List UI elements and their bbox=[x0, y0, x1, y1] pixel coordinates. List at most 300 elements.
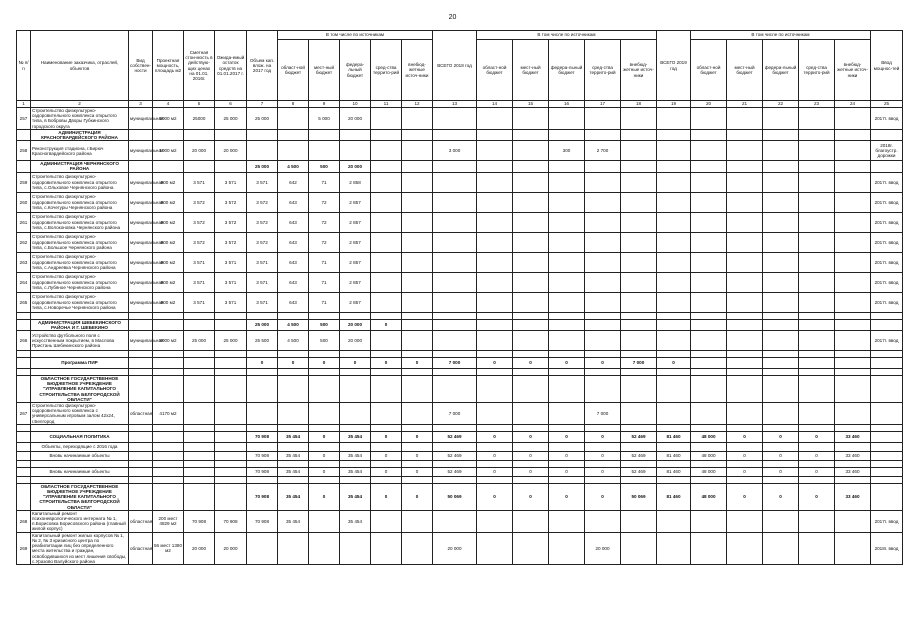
section-title: АДМИНИСТРАЦИЯ КРАСНОГВАРДЕЙСКОГО РАЙОНА bbox=[31, 129, 129, 140]
total-cell bbox=[691, 161, 727, 172]
table-cell: 643 bbox=[278, 232, 309, 252]
empty-cell bbox=[585, 312, 621, 319]
total-cell bbox=[247, 442, 278, 451]
table-cell bbox=[585, 232, 621, 252]
empty-cell bbox=[184, 467, 215, 476]
table-cell bbox=[691, 192, 727, 212]
table-cell bbox=[657, 212, 691, 232]
total-cell: 0 bbox=[513, 431, 549, 442]
table-cell bbox=[184, 403, 215, 425]
column-number: 3 bbox=[129, 101, 153, 108]
total-cell: 0 bbox=[549, 483, 585, 510]
total-cell bbox=[799, 161, 835, 172]
empty-cell bbox=[215, 424, 247, 431]
total-cell bbox=[763, 319, 799, 330]
table-cell bbox=[621, 172, 657, 192]
empty-cell bbox=[247, 312, 278, 319]
total-cell: 0 bbox=[371, 358, 402, 369]
table-cell bbox=[402, 252, 433, 272]
column-number: 18 bbox=[621, 101, 657, 108]
empty-cell bbox=[340, 312, 371, 319]
total-cell bbox=[371, 161, 402, 172]
table-cell bbox=[513, 232, 549, 252]
empty-cell bbox=[184, 424, 215, 431]
column-number: 12 bbox=[402, 101, 433, 108]
empty-cell bbox=[153, 369, 184, 376]
empty-cell bbox=[799, 460, 835, 467]
table-row bbox=[17, 252, 903, 272]
empty-cell bbox=[513, 312, 549, 319]
header-local: мест-ный бюджет bbox=[727, 40, 763, 101]
empty-cell bbox=[129, 483, 153, 510]
total-cell bbox=[727, 376, 763, 403]
empty-cell bbox=[621, 476, 657, 483]
table-cell bbox=[585, 212, 621, 232]
total-cell bbox=[433, 319, 477, 330]
table-cell bbox=[763, 403, 799, 425]
table-cell: 25 000 bbox=[215, 331, 247, 351]
table-cell: 642 bbox=[278, 172, 309, 192]
header-federal: федера-льный бюджет bbox=[340, 40, 371, 101]
table-cell: 800 м2 bbox=[153, 192, 184, 212]
empty-cell bbox=[129, 424, 153, 431]
empty-cell bbox=[727, 312, 763, 319]
table-cell: 56 мест 1380 м2 bbox=[153, 532, 184, 564]
empty-cell bbox=[477, 351, 513, 358]
total-cell bbox=[477, 376, 513, 403]
total-cell bbox=[247, 129, 278, 140]
total-cell: 0 bbox=[513, 467, 549, 476]
table-cell: 70 908 bbox=[215, 510, 247, 532]
empty-cell bbox=[371, 369, 402, 376]
table-cell: 25 000 bbox=[184, 331, 215, 351]
total-cell: 0 bbox=[727, 451, 763, 460]
table-cell bbox=[433, 212, 477, 232]
empty-cell bbox=[621, 369, 657, 376]
empty-cell bbox=[657, 351, 691, 358]
table-cell bbox=[549, 331, 585, 351]
empty-cell bbox=[871, 369, 903, 376]
table-cell: 2017г. ввод bbox=[871, 252, 903, 272]
table-cell: 20 000 bbox=[215, 141, 247, 161]
table-cell bbox=[549, 192, 585, 212]
empty-cell bbox=[129, 476, 153, 483]
table-cell bbox=[835, 212, 871, 232]
table-cell bbox=[371, 108, 402, 130]
table-cell: областная bbox=[129, 510, 153, 532]
total-cell bbox=[309, 442, 340, 451]
empty-cell bbox=[129, 351, 153, 358]
table-cell bbox=[309, 141, 340, 161]
total-cell: 0 bbox=[763, 451, 799, 460]
total-cell bbox=[371, 376, 402, 403]
table-cell bbox=[513, 272, 549, 292]
table-cell bbox=[799, 532, 835, 564]
table-cell bbox=[691, 292, 727, 312]
table-cell bbox=[477, 212, 513, 232]
total-cell bbox=[763, 442, 799, 451]
table-cell: 800 м2 bbox=[153, 272, 184, 292]
header-extrabudget: внебюд-жетные источ-ники bbox=[835, 40, 871, 101]
table-cell bbox=[691, 532, 727, 564]
table-cell bbox=[799, 108, 835, 130]
column-number: 24 bbox=[835, 101, 871, 108]
table-cell bbox=[402, 108, 433, 130]
table-cell: 3 571 bbox=[184, 292, 215, 312]
table-cell: муниципальная bbox=[129, 141, 153, 161]
total-cell bbox=[477, 319, 513, 330]
table-cell: 3 000 bbox=[433, 141, 477, 161]
subsection-title: Вновь начинаемые объекты bbox=[31, 451, 129, 460]
total-cell bbox=[585, 376, 621, 403]
table-row bbox=[17, 212, 903, 232]
column-number: 19 bbox=[657, 101, 691, 108]
table-cell bbox=[657, 108, 691, 130]
table-cell: областная bbox=[129, 532, 153, 564]
empty-cell bbox=[340, 369, 371, 376]
empty-cell bbox=[215, 161, 247, 172]
table-cell bbox=[621, 108, 657, 130]
total-cell bbox=[621, 319, 657, 330]
empty-cell bbox=[657, 312, 691, 319]
table-cell bbox=[835, 232, 871, 252]
table-cell bbox=[513, 252, 549, 272]
column-number: 7 bbox=[247, 101, 278, 108]
table-cell: 72 bbox=[309, 232, 340, 252]
total-cell: 4 500 bbox=[278, 319, 309, 330]
empty-cell bbox=[433, 369, 477, 376]
column-number: 17 bbox=[585, 101, 621, 108]
table-cell bbox=[371, 403, 402, 425]
table-cell bbox=[727, 252, 763, 272]
empty-cell bbox=[17, 476, 31, 483]
table-cell bbox=[763, 331, 799, 351]
table-cell: 20 000 bbox=[340, 331, 371, 351]
empty-cell bbox=[17, 358, 31, 369]
table-cell bbox=[477, 510, 513, 532]
empty-cell bbox=[153, 424, 184, 431]
empty-cell bbox=[477, 312, 513, 319]
empty-cell bbox=[215, 312, 247, 319]
empty-cell bbox=[129, 369, 153, 376]
total-cell bbox=[513, 319, 549, 330]
table-cell: 20 000 bbox=[585, 532, 621, 564]
empty-cell bbox=[31, 312, 129, 319]
column-number: 21 bbox=[727, 101, 763, 108]
table-cell bbox=[763, 272, 799, 292]
header-ownership: Вид собствен-ности bbox=[129, 31, 153, 101]
total-cell bbox=[691, 442, 727, 451]
total-cell bbox=[549, 161, 585, 172]
table-cell bbox=[433, 108, 477, 130]
table-cell bbox=[513, 108, 549, 130]
table-row bbox=[17, 292, 903, 312]
table-cell: 2018г. благоустр. дорожки bbox=[871, 141, 903, 161]
table-cell bbox=[621, 510, 657, 532]
table-cell bbox=[371, 232, 402, 252]
total-cell bbox=[799, 376, 835, 403]
table-cell bbox=[835, 108, 871, 130]
empty-cell bbox=[17, 312, 31, 319]
table-cell bbox=[215, 403, 247, 425]
total-cell bbox=[513, 129, 549, 140]
total-cell bbox=[871, 451, 903, 460]
table-cell bbox=[727, 292, 763, 312]
total-cell bbox=[278, 376, 309, 403]
empty-cell bbox=[371, 351, 402, 358]
object-name-cell: Устройство футбольного поля с искусственным покрытием, в Маслова Пристань Шебекинского района bbox=[31, 331, 129, 351]
total-cell bbox=[871, 161, 903, 172]
empty-cell bbox=[309, 351, 340, 358]
empty-cell bbox=[513, 476, 549, 483]
empty-cell bbox=[585, 351, 621, 358]
total-cell: 81 460 bbox=[657, 467, 691, 476]
empty-cell bbox=[278, 312, 309, 319]
empty-cell bbox=[402, 369, 433, 376]
total-cell bbox=[585, 161, 621, 172]
table-cell bbox=[727, 331, 763, 351]
table-cell bbox=[371, 172, 402, 192]
total-cell: 70 908 bbox=[247, 431, 278, 442]
total-cell: 0 bbox=[513, 358, 549, 369]
total-cell bbox=[871, 129, 903, 140]
table-cell: 2017г. ввод bbox=[871, 292, 903, 312]
empty-cell bbox=[340, 460, 371, 467]
column-number: 5 bbox=[184, 101, 215, 108]
table-cell: 71 bbox=[309, 272, 340, 292]
header-volume-2017: Объем кап. влож. на 2017 год bbox=[247, 31, 278, 101]
table-cell: 3 571 bbox=[215, 292, 247, 312]
table-cell bbox=[433, 331, 477, 351]
table-cell bbox=[657, 172, 691, 192]
empty-cell bbox=[129, 431, 153, 442]
table-cell bbox=[691, 272, 727, 292]
table-cell: 20 000 bbox=[184, 141, 215, 161]
table-cell: муниципальная bbox=[129, 212, 153, 232]
total-cell bbox=[585, 129, 621, 140]
table-cell bbox=[585, 331, 621, 351]
table-cell bbox=[621, 292, 657, 312]
total-cell bbox=[691, 358, 727, 369]
empty-cell bbox=[371, 312, 402, 319]
empty-cell bbox=[871, 351, 903, 358]
table-cell bbox=[763, 212, 799, 232]
table-cell bbox=[763, 172, 799, 192]
total-cell: 0 bbox=[549, 451, 585, 460]
total-cell: 70 908 bbox=[247, 483, 278, 510]
header-local: мест-ный бюджет bbox=[309, 40, 340, 101]
table-cell bbox=[727, 532, 763, 564]
table-cell bbox=[309, 403, 340, 425]
table-cell bbox=[477, 403, 513, 425]
total-cell: 0 bbox=[477, 467, 513, 476]
empty-cell bbox=[215, 451, 247, 460]
empty-cell bbox=[278, 460, 309, 467]
table-cell bbox=[621, 331, 657, 351]
table-cell: 7 000 bbox=[585, 403, 621, 425]
empty-cell bbox=[153, 476, 184, 483]
empty-cell bbox=[657, 460, 691, 467]
table-cell: муниципальная bbox=[129, 232, 153, 252]
table-cell: 2017г. ввод bbox=[871, 172, 903, 192]
table-cell: муниципальная bbox=[129, 292, 153, 312]
table-cell bbox=[549, 510, 585, 532]
header-regional: област-ной бюджет bbox=[477, 40, 513, 101]
section-title: АДМИНИСТРАЦИЯ ШЕБЕКИНСКОГО РАЙОНА И Г. ШЕБЕКИНО bbox=[31, 319, 129, 330]
empty-cell bbox=[691, 460, 727, 467]
total-cell bbox=[835, 442, 871, 451]
table-cell: 800 м2 bbox=[153, 212, 184, 232]
empty-cell bbox=[691, 369, 727, 376]
table-cell: 70 908 bbox=[184, 510, 215, 532]
empty-cell bbox=[153, 442, 184, 451]
table-cell bbox=[657, 532, 691, 564]
empty-cell bbox=[433, 351, 477, 358]
empty-cell bbox=[477, 424, 513, 431]
table-cell: 2017г. ввод bbox=[871, 108, 903, 130]
table-cell bbox=[657, 141, 691, 161]
empty-cell bbox=[129, 442, 153, 451]
table-cell bbox=[691, 141, 727, 161]
total-cell bbox=[621, 161, 657, 172]
blank-row bbox=[17, 351, 903, 358]
table-cell bbox=[340, 141, 371, 161]
total-cell bbox=[371, 129, 402, 140]
table-cell: 268 bbox=[17, 510, 31, 532]
column-number: 10 bbox=[340, 101, 371, 108]
empty-cell bbox=[309, 424, 340, 431]
table-cell: 2017г. ввод bbox=[871, 232, 903, 252]
table-cell: 643 bbox=[278, 272, 309, 292]
table-cell: 3 572 bbox=[215, 192, 247, 212]
table-cell bbox=[371, 331, 402, 351]
total-cell: 0 bbox=[278, 358, 309, 369]
table-cell: 300 bbox=[549, 141, 585, 161]
table-cell bbox=[585, 292, 621, 312]
section-title: ОБЛАСТНОЕ ГОСУДАРСТВЕННОЕ БЮДЖЕТНОЕ УЧРЕЖДЕНИЕ "УПРАВЛЕНИЕ КАПИТАЛЬНОГО СТРОИТЕЛЬСТВА БЕЛГОРОДСКОЙ ОБЛАСТИ" bbox=[31, 483, 129, 510]
empty-cell bbox=[278, 424, 309, 431]
table-row bbox=[17, 272, 903, 292]
total-cell bbox=[691, 129, 727, 140]
empty-cell bbox=[31, 476, 129, 483]
header-territory: сред-ства террито-рий bbox=[585, 40, 621, 101]
table-body bbox=[17, 108, 903, 565]
empty-cell bbox=[309, 476, 340, 483]
table-cell bbox=[402, 192, 433, 212]
empty-cell bbox=[477, 476, 513, 483]
table-cell bbox=[309, 532, 340, 564]
header-regional: област-ной бюджет bbox=[278, 40, 309, 101]
table-cell bbox=[477, 252, 513, 272]
empty-cell bbox=[17, 467, 31, 476]
header-commissioning: Ввод мощнос-тей bbox=[871, 31, 903, 101]
total-cell bbox=[549, 129, 585, 140]
table-cell bbox=[371, 192, 402, 212]
table-cell: 3 571 bbox=[247, 292, 278, 312]
empty-cell bbox=[153, 129, 184, 140]
table-cell bbox=[763, 292, 799, 312]
table-cell bbox=[835, 403, 871, 425]
table-cell bbox=[691, 403, 727, 425]
empty-cell bbox=[184, 129, 215, 140]
total-cell: 0 bbox=[513, 483, 549, 510]
table-cell: 72 bbox=[309, 192, 340, 212]
table-cell: 264 bbox=[17, 272, 31, 292]
table-cell bbox=[433, 292, 477, 312]
total-cell: 0 bbox=[727, 467, 763, 476]
empty-cell bbox=[153, 451, 184, 460]
blank-row bbox=[17, 369, 903, 376]
table-cell: 260 bbox=[17, 192, 31, 212]
total-cell bbox=[657, 161, 691, 172]
table-cell bbox=[513, 510, 549, 532]
table-cell bbox=[727, 172, 763, 192]
table-cell bbox=[371, 141, 402, 161]
table-cell: 2017г. ввод bbox=[871, 331, 903, 351]
table-cell: 200 мест 4829 м2 bbox=[153, 510, 184, 532]
empty-cell bbox=[402, 351, 433, 358]
empty-cell bbox=[799, 476, 835, 483]
total-cell bbox=[433, 376, 477, 403]
empty-cell bbox=[129, 451, 153, 460]
table-cell: 500 bbox=[309, 331, 340, 351]
total-cell: 35 454 bbox=[340, 431, 371, 442]
total-cell bbox=[278, 129, 309, 140]
table-cell: 261 bbox=[17, 212, 31, 232]
empty-cell bbox=[727, 351, 763, 358]
table-cell bbox=[371, 532, 402, 564]
section-row bbox=[17, 483, 903, 510]
table-cell bbox=[799, 141, 835, 161]
table-cell: 72 bbox=[309, 212, 340, 232]
empty-cell bbox=[585, 369, 621, 376]
empty-cell bbox=[153, 431, 184, 442]
total-cell bbox=[727, 358, 763, 369]
table-cell bbox=[477, 272, 513, 292]
empty-cell bbox=[129, 467, 153, 476]
total-cell: 35 454 bbox=[278, 451, 309, 460]
total-cell bbox=[799, 319, 835, 330]
column-number: 16 bbox=[549, 101, 585, 108]
empty-cell bbox=[402, 460, 433, 467]
empty-cell bbox=[871, 476, 903, 483]
table-cell: 3 571 bbox=[247, 172, 278, 192]
table-cell: 800 м2 bbox=[153, 172, 184, 192]
table-cell bbox=[621, 141, 657, 161]
table-cell bbox=[585, 108, 621, 130]
table-cell: 2017г. ввод bbox=[871, 192, 903, 212]
total-cell: 48 000 bbox=[691, 451, 727, 460]
total-cell: 0 bbox=[371, 451, 402, 460]
total-cell bbox=[799, 442, 835, 451]
column-number: 11 bbox=[371, 101, 402, 108]
total-cell: 52 469 bbox=[433, 467, 477, 476]
empty-cell bbox=[763, 460, 799, 467]
table-cell: 20 000 bbox=[340, 108, 371, 130]
table-cell bbox=[247, 403, 278, 425]
total-cell bbox=[657, 376, 691, 403]
table-cell bbox=[763, 532, 799, 564]
table-cell bbox=[657, 192, 691, 212]
empty-cell bbox=[799, 312, 835, 319]
empty-cell bbox=[17, 483, 31, 510]
table-row bbox=[17, 108, 903, 130]
table-cell: 643 bbox=[278, 292, 309, 312]
total-cell: 0 bbox=[309, 483, 340, 510]
table-cell bbox=[727, 212, 763, 232]
empty-cell bbox=[184, 442, 215, 451]
table-cell bbox=[835, 510, 871, 532]
